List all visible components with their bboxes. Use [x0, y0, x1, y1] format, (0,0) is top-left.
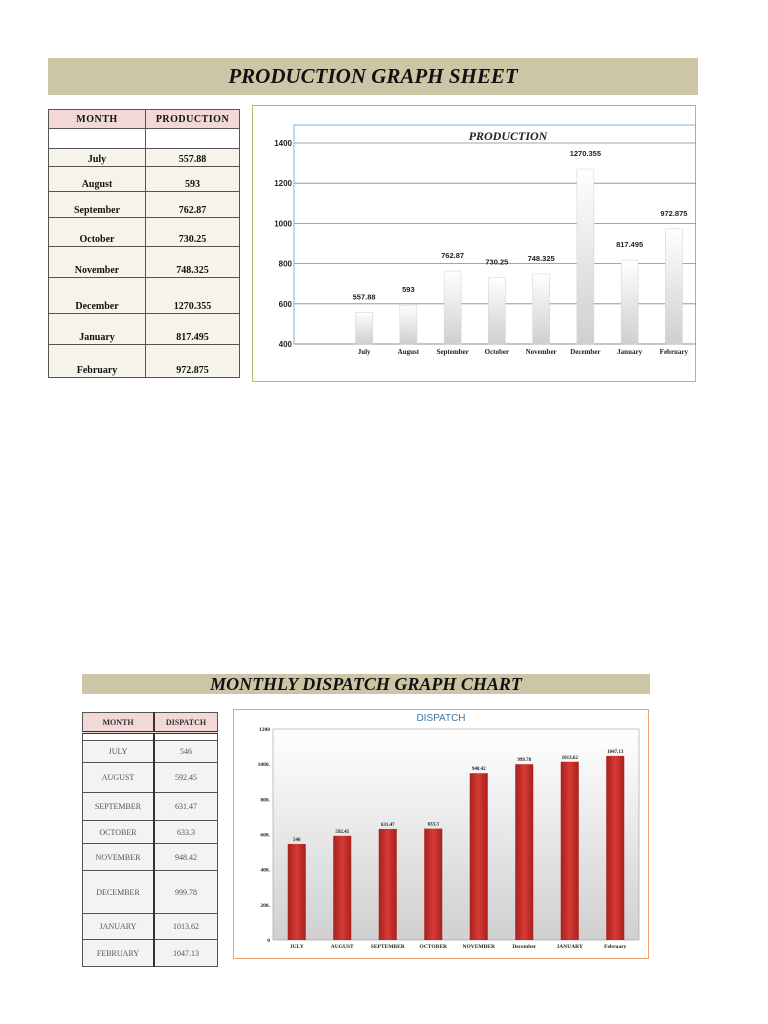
data-label: 633.3 [427, 822, 439, 828]
table-row [83, 940, 218, 967]
data-label: 557.88 [352, 292, 376, 302]
bar [488, 278, 505, 344]
table-header-row [83, 713, 218, 733]
data-label: 546 [293, 837, 301, 843]
value-cell: 972.875 [146, 345, 240, 378]
bar [621, 260, 638, 344]
value-cell: 633.3 [154, 821, 218, 844]
table-blank-cell [146, 129, 240, 149]
x-tick-label: January [617, 348, 643, 356]
month-cell: NOVEMBER [83, 844, 155, 871]
y-tick-label: 800. [260, 797, 270, 804]
bar [333, 836, 351, 940]
table-blank-cell [49, 129, 146, 149]
data-label: 762.87 [441, 251, 465, 261]
table-row [49, 218, 240, 247]
bar [665, 229, 682, 344]
bar [424, 829, 442, 940]
month-cell: December [49, 278, 146, 314]
dispatch-chart [233, 709, 649, 959]
data-label: 999.78 [517, 758, 532, 764]
month-header: MONTH [83, 713, 155, 733]
table-row [49, 192, 240, 218]
y-tick-label: 1200 [274, 179, 292, 189]
month-cell: August [49, 167, 146, 192]
table-row [49, 278, 240, 314]
production-header: PRODUCTION [146, 110, 240, 129]
value-cell: 1270.355 [146, 278, 240, 314]
value-cell: 748.325 [146, 247, 240, 278]
bar [444, 271, 461, 344]
bar [533, 274, 550, 344]
y-tick-label: 1000 [274, 219, 292, 229]
x-tick-label: JANUARY [556, 944, 583, 950]
table-header-row [49, 110, 240, 129]
y-tick-label: 1400 [274, 139, 292, 148]
value-cell: 730.25 [146, 218, 240, 247]
production-table [48, 109, 240, 378]
month-cell: DECEMBER [83, 871, 155, 914]
table-row [49, 345, 240, 378]
table-row [83, 821, 218, 844]
month-cell: FEBRUARY [83, 940, 155, 967]
x-tick-label: AUGUST [330, 944, 354, 950]
table-row [49, 247, 240, 278]
chart-title: PRODUCTION [468, 129, 548, 143]
value-cell: 1013.62 [154, 914, 218, 940]
x-tick-label: October [484, 348, 510, 356]
x-tick-label: November [525, 348, 557, 356]
x-tick-label: July [357, 348, 371, 356]
data-label: 730.25 [485, 257, 509, 267]
x-tick-label: August [397, 348, 420, 356]
bar [606, 756, 624, 940]
value-cell: 592.45 [154, 763, 218, 793]
chart-title: DISPATCH [416, 713, 466, 724]
y-tick-label: 800 [278, 259, 292, 269]
y-tick-label: 600. [260, 832, 270, 839]
month-cell: January [49, 314, 146, 345]
month-header: MONTH [49, 110, 146, 129]
value-cell: 631.47 [154, 793, 218, 821]
value-cell: 546 [154, 741, 218, 763]
data-label: 817.495 [616, 240, 644, 250]
month-cell: OCTOBER [83, 821, 155, 844]
dispatch-header: DISPATCH [154, 713, 218, 733]
table-blank-cell [83, 733, 155, 741]
value-cell: 762.87 [146, 192, 240, 218]
bar [561, 762, 579, 940]
dispatch-banner-title: MONTHLY DISPATCH GRAPH CHART [82, 674, 650, 694]
y-tick-label: 1200 [259, 727, 270, 733]
x-tick-label: February [659, 348, 689, 356]
dispatch-table [82, 712, 218, 967]
month-cell: JULY [83, 741, 155, 763]
value-cell: 817.495 [146, 314, 240, 345]
bar [356, 312, 373, 344]
x-tick-label: SEPTEMBER [370, 944, 405, 950]
data-label: 972.875 [660, 208, 688, 218]
month-cell: November [49, 247, 146, 278]
data-label: 592.45 [335, 829, 350, 835]
data-label: 1013.62 [561, 755, 578, 761]
table-row [83, 741, 218, 763]
data-label: 1047.13 [607, 749, 624, 755]
table-row [83, 763, 218, 793]
bar [577, 169, 594, 344]
table-blank-cell [154, 733, 218, 741]
y-tick-label: 0 [267, 938, 270, 944]
data-label: 631.47 [380, 822, 395, 828]
x-tick-label: NOVEMBER [462, 944, 495, 950]
value-cell: 593 [146, 167, 240, 192]
plot-area [273, 729, 639, 940]
x-tick-label: OCTOBER [419, 944, 447, 950]
bar [470, 773, 488, 940]
y-tick-label: 400. [260, 867, 270, 874]
production-chart [252, 105, 696, 382]
y-tick-label: 600 [278, 299, 292, 309]
month-cell: JANUARY [83, 914, 155, 940]
y-tick-label: 1000. [257, 762, 270, 769]
value-cell: 999.78 [154, 871, 218, 914]
month-cell: July [49, 149, 146, 167]
x-tick-label: February [604, 944, 627, 950]
data-label: 593 [402, 285, 415, 295]
bar [288, 844, 306, 940]
bar [515, 764, 533, 940]
x-tick-label: September [436, 348, 469, 356]
month-cell: October [49, 218, 146, 247]
table-row [49, 167, 240, 192]
table-row [83, 914, 218, 940]
month-cell: SEPTEMBER [83, 793, 155, 821]
month-cell: February [49, 345, 146, 378]
value-cell: 948.42 [154, 844, 218, 871]
x-tick-label: December [570, 348, 601, 356]
table-row [83, 844, 218, 871]
table-row [83, 871, 218, 914]
value-cell: 1047.13 [154, 940, 218, 967]
data-label: 1270.355 [569, 149, 602, 159]
data-label: 948.42 [471, 767, 486, 773]
value-cell: 557.88 [146, 149, 240, 167]
x-tick-label: December [512, 944, 537, 950]
bar [400, 305, 417, 344]
table-row [49, 314, 240, 345]
table-row [49, 149, 240, 167]
month-cell: AUGUST [83, 763, 155, 793]
table-row [83, 793, 218, 821]
production-banner-title: PRODUCTION GRAPH SHEET [48, 58, 698, 95]
y-tick-label: 400 [278, 340, 292, 349]
y-tick-label: 200. [260, 902, 270, 909]
data-label: 748.325 [527, 253, 555, 263]
month-cell: September [49, 192, 146, 218]
x-tick-label: JULY [289, 944, 304, 950]
bar [379, 829, 397, 940]
